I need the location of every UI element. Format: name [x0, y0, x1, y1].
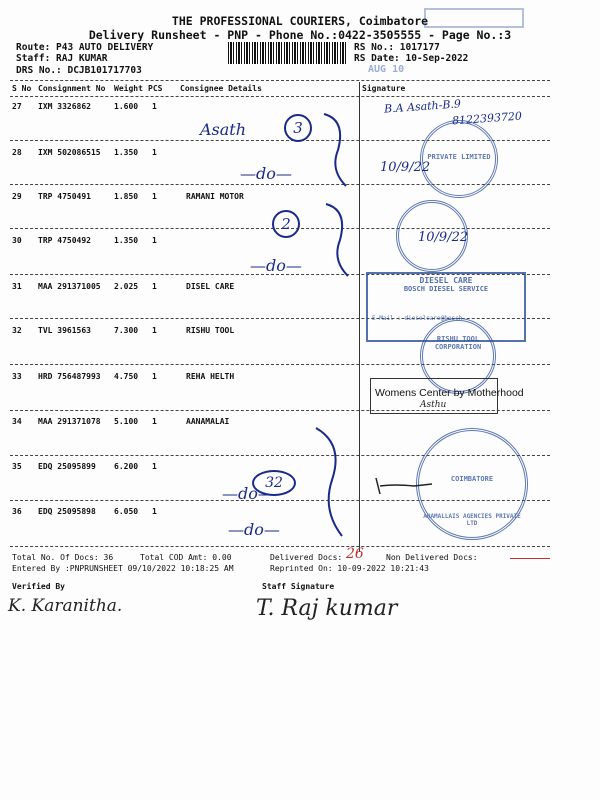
date-stamp: AUG 10: [368, 64, 405, 75]
rishu-tool-stamp: RISHU TOOL CORPORATION: [420, 318, 496, 394]
diesel-care-stamp: DIESEL CARE BOSCH DIESEL SERVICE E-Mail : dieselcare@bosch: [366, 272, 526, 342]
top-right-stamp: [424, 8, 524, 28]
signature-asthu: Asthu: [420, 400, 447, 410]
barcode: [228, 42, 346, 64]
table-row: 29 TRP 4750491 1.850 1 RAMANI MOTOR: [12, 192, 244, 201]
private-ltd-stamp: PRIVATE LIMITED: [420, 120, 498, 198]
col-weight: Weight: [114, 84, 143, 93]
brace-mark-1: [316, 110, 356, 190]
rs-number: RS No.: 1017177: [354, 42, 440, 53]
table-header: [10, 84, 550, 94]
non-delivered-docs-label: Non Delivered Docs:: [386, 553, 478, 562]
total-docs: Total No. Of Docs: 36: [12, 553, 114, 562]
delivered-docs-handwritten: 26: [346, 546, 364, 562]
delivered-docs-label: Delivered Docs:: [270, 553, 343, 562]
table-row: 36 EDQ 25095898 6.050 1: [12, 507, 157, 516]
handwritten-circle-32: 32: [252, 470, 296, 496]
rs-date: RS Date: 10-Sep-2022: [354, 53, 469, 64]
table-row: 33 HRD 756487993 4.750 1 REHA HELTH: [12, 372, 235, 381]
document-subtitle: Delivery Runsheet - PNP - Phone No.:0422-3505555 - Page No.:3: [88, 28, 512, 42]
table-row: 31 MAA 291371005 2.025 1 DISEL CARE: [12, 282, 235, 291]
verified-by-signature: K. Karanitha.: [8, 596, 123, 616]
handwritten-ditto-3: —do—: [222, 484, 274, 503]
table-row: 28 IXM 502086515 1.350 1: [12, 148, 157, 157]
table-row: 35 EDQ 25095899 6.200 1: [12, 462, 157, 471]
col-consignee: Consignee Details: [180, 84, 262, 93]
staff-label: Staff: RAJ KUMAR: [16, 53, 108, 64]
table-top-rule: [10, 80, 550, 81]
private-limited-round-stamp: [396, 200, 468, 272]
drs-number: DRS No.: DCJB101717703: [16, 65, 142, 76]
table-row: 32 TVL 3961563 7.300 1 RISHU TOOL: [12, 326, 235, 335]
table-header-rule: [10, 96, 550, 97]
handwritten-ditto-4: —do—: [228, 520, 280, 539]
staff-signature: T. Raj kumar: [256, 596, 398, 621]
brace-mark-3: [306, 424, 352, 540]
entered-by: Entered By :PNPRUNSHEET 09/10/2022 10:18:25 AM: [12, 564, 234, 573]
table-row: 34 MAA 291371078 5.100 1 AANAMALAI: [12, 417, 230, 426]
document-title: THE PROFESSIONAL COURIERS, Coimbatore: [171, 14, 429, 28]
col-consignment: Consignment No: [38, 84, 106, 93]
handwritten-ditto-1: —do—: [240, 164, 292, 183]
staff-signature-label: Staff Signature: [262, 582, 335, 591]
col-pcs: PCS: [148, 84, 163, 93]
signature-date-1: 10/9/22: [380, 160, 431, 175]
signature-date-2: 10/9/22: [418, 230, 469, 245]
womens-center-stamp: Womens Center by Motherhood: [370, 378, 498, 414]
handwritten-circle-3: 3: [284, 114, 312, 142]
total-cod: Total COD Amt: 0.00: [140, 553, 232, 562]
table-row: 30 TRP 4750492 1.350 1: [12, 236, 157, 245]
route-label: Route: P43 AUTO DELIVERY: [16, 42, 154, 53]
table-row: 27 IXM 3326862 1.600 1: [12, 102, 157, 111]
handwritten-circle-2: 2: [272, 210, 300, 238]
signature-phone: 8122393720: [451, 109, 523, 128]
col-sno: S No: [12, 84, 32, 93]
reprinted-on: Reprinted On: 10-09-2022 10:21:43: [270, 564, 429, 573]
signature-scribble: [374, 474, 434, 498]
handwritten-asath: Asath: [200, 120, 247, 139]
col-signature: Signature: [362, 84, 406, 93]
signature-asath: B.A Asath-B.9: [383, 97, 462, 116]
table-bottom-rule: [10, 546, 550, 547]
handwritten-ditto-2: —do—: [250, 256, 302, 275]
verified-by-label: Verified By: [12, 582, 65, 591]
brace-mark-2: [318, 200, 358, 280]
non-delivered-red-mark: [510, 558, 550, 559]
anamallais-stamp: COIMBATORE ANAMALLAIS AGENCIES PRIVATE LTD: [416, 428, 528, 540]
